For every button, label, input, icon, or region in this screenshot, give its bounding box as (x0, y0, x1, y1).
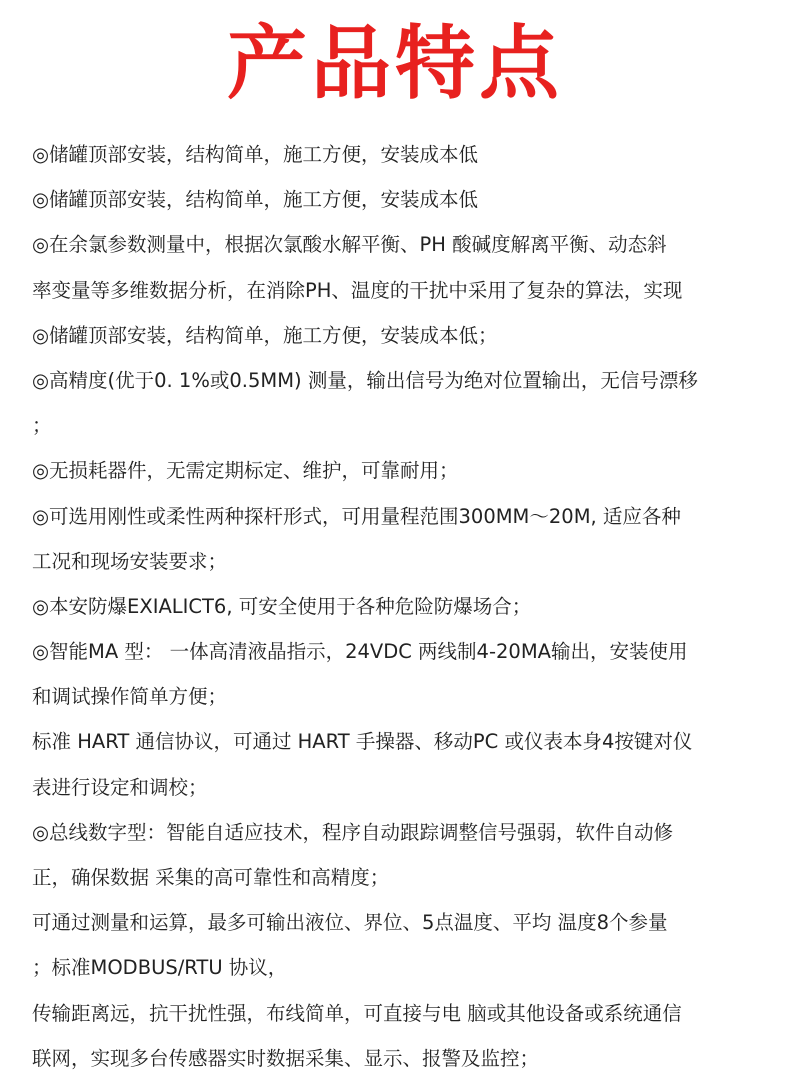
feature-line: 可通过测量和运算，最多可输出液位、界位、5点温度、平均 温度8个参量 (32, 911, 668, 935)
feature-line: ◎储罐顶部安装，结构简单，施工方便，安装成本低 (32, 188, 479, 212)
feature-line: ◎总线数字型：智能自适应技术，程序自动跟踪调整信号强弱，软件自动修 (32, 820, 674, 844)
feature-line: ◎本安防爆EXIALICT6, 可安全使用于各种危险防爆场合； (32, 594, 532, 618)
feature-line: 传输距离远，抗干扰性强，布线简单，可直接与电 脑或其他设备或系统通信 (32, 1001, 682, 1025)
feature-line: ◎无损耗器件，无需定期标定、维护，可靠耐用； (32, 459, 459, 483)
feature-line: ；标准MODBUS/RTU 协议， (32, 956, 288, 980)
feature-line: 工况和现场安装要求； (32, 549, 228, 573)
feature-line: 率变量等多维数据分析，在消除PH、温度的干扰中采用了复杂的算法，实现 (32, 278, 683, 302)
feature-line: ； (32, 414, 52, 438)
feature-line: 标准 HART 通信协议，可通过 HART 手操器、移动PC 或仪表本身4按键对仪 (32, 730, 693, 754)
page-title: 产品特点 (227, 17, 563, 110)
feature-line: ◎在余氯参数测量中，根据次氯酸水解平衡、PH 酸碱度解离平衡、动态斜 (32, 233, 667, 257)
feature-line: 正，确保数据 采集的高可靠性和高精度； (32, 866, 390, 889)
feature-list (32, 132, 772, 1081)
feature-line: 和调试操作简单方便； (32, 685, 228, 709)
feature-line: ◎可选用刚性或柔性两种探杆形式，可用量程范围300MM～20M, 适应各种 (32, 504, 681, 528)
feature-line: 联网，实现多台传感器实时数据采集、显示、报警及监控； (32, 1046, 540, 1070)
feature-line: 表进行设定和调校； (32, 775, 208, 799)
feature-line: ◎储罐顶部安装，结构简单，施工方便，安装成本低 (32, 143, 479, 166)
feature-line: ◎高精度(优于0. 1%或0.5MM) 测量，输出信号为绝对位置输出，无信号漂移 (32, 368, 698, 392)
feature-line: ◎智能MA 型： 一体高清液晶指示，24VDC 两线制4-20MA输出，安装使用 (32, 640, 688, 664)
feature-line: ◎储罐顶部安装，结构简单，施工方便，安装成本低； (32, 323, 498, 347)
